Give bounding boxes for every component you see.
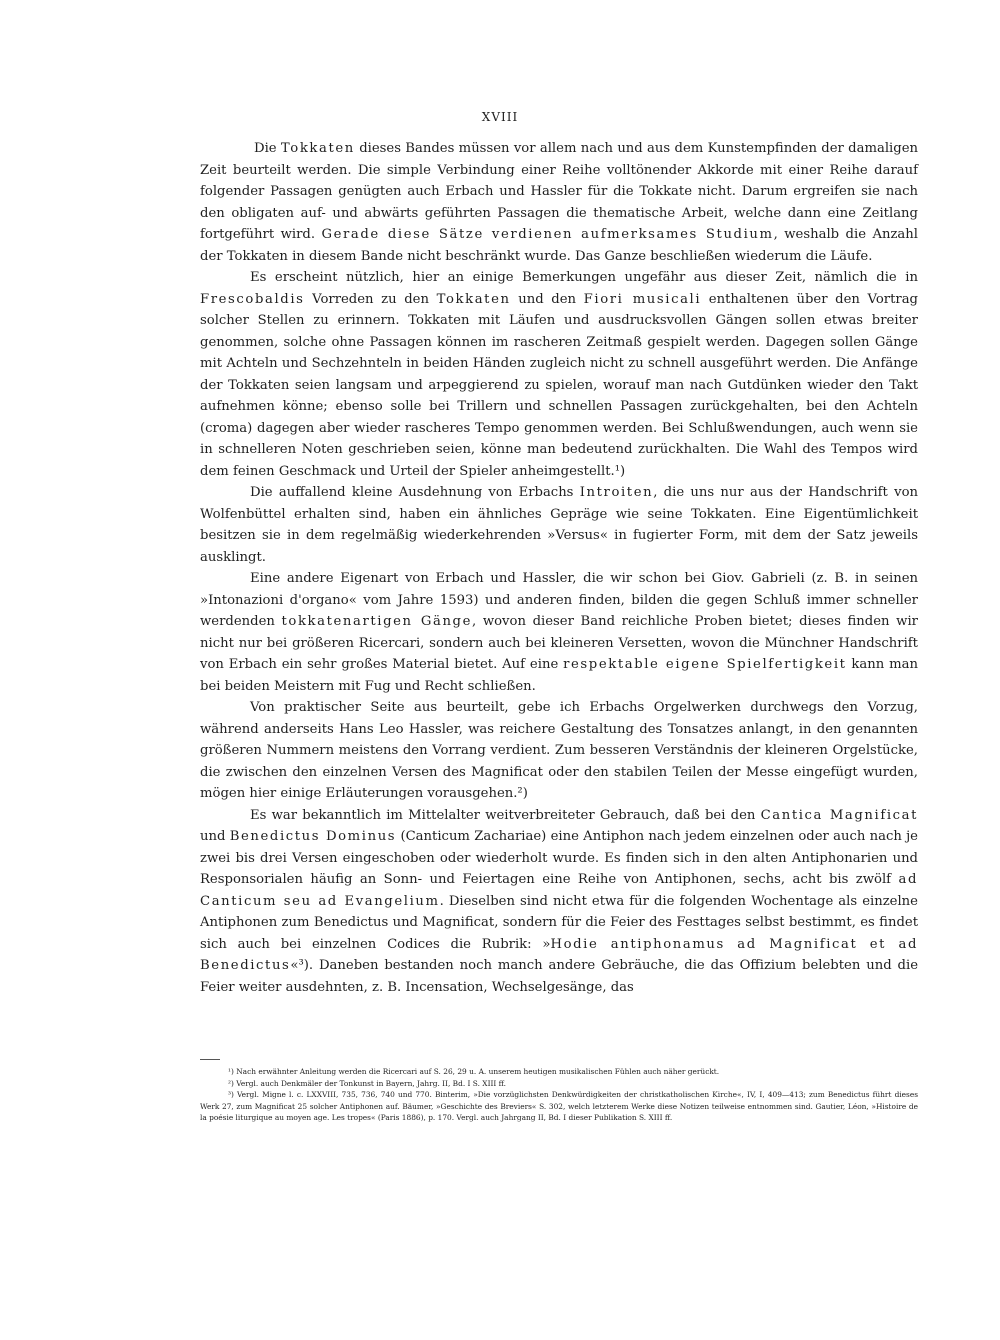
body-text <box>200 138 918 998</box>
paragraph-text: dieses Bandes müssen vor allem nach und aus dem Kunstempfinden der damaligen Zeit beurteilt werden. Die simple Verbindung einer Reihe volltönender Akkorde mit einer Reihe darauf folgender Passagen genügten auch Erbach und Hassler für die Tokkate nicht. Darum ergreifen sie nach den obligaten auf- und abwärts geführten Passagen die thematische Arbeit, welche dann eine Zeitlang fortgeführt wird. <box>200 141 918 242</box>
paragraph <box>200 805 918 999</box>
paragraph-text: und den <box>510 291 584 307</box>
paragraph <box>200 267 918 482</box>
paragraph-text: , weshalb die Anzahl der Tokkaten in diesem Bande nicht beschränkt wurde. Das Ganze beschließen wiederum die Läufe. <box>200 227 918 264</box>
paragraph-text: «³). Daneben bestanden noch manch andere Gebräuche, die das Offizium belebten und die Feier weiter ausdehnten, z. B. Incensation, Wechselgesänge, das <box>200 958 918 995</box>
paragraph <box>200 138 918 267</box>
paragraph-text: enthaltenen über den Vortrag solcher Stellen zu erinnern. Tokkaten mit Läufen und ausdrucksvollen Gängen sollen etwas breiter genommen, solche ohne Passagen können im rascheren Zeitmaß gespielt werden. Dagegen sollen Gänge mit Achteln und Sechzehnteln in beiden Händen zugleich nicht zu schnell ausgeführt werden. Die Anfänge der Tokkaten seien langsam und arpeggierend zu spielen, worauf man nach Gutdünken wieder den Takt aufnehmen könne; ebenso solle bei Trillern und schnellen Passagen zurückgehalten, bei den Achteln (croma) dagegen aber wieder rascheres Tempo genommen werden. Bei Schlußwendungen, auch wenn sie in schnelleren Noten geschrieben seien, könne man bedeutend zurückhalten. Die Wahl des Tempos wird dem feinen Geschmack und Urteil der Spieler anheimgestellt.¹) <box>200 291 918 479</box>
paragraph-text: . Dieselben sind nicht etwa für die folgenden Wochentage als einzelne Antiphonen zum Benedictus und Magnificat, sondern für die Feier des Festtages selbst bestimmt, es findet sich auch bei einzelnen Codices die Rubrik: » <box>200 893 918 952</box>
paragraph-text: Eine andere Eigenart von Erbach und Hassler, die wir schon bei Giov. Gabrieli (z. B. in seinen »Intonazioni d'organo« vom Jahre 1593) und anderen finden, bilden die gegen Schluß immer schneller werdenden <box>200 571 918 629</box>
paragraph-text: , wovon dieser Band reichliche Proben bietet; dieses finden wir nicht nur bei größeren Ricercari, sondern auch bei kleineren Versetten, wovon die Münchner Handschrift von Erbach ein sehr großes Material bietet. Auf eine <box>200 614 918 672</box>
spaced-emphasis-text: Cantica Magnificat <box>760 807 918 823</box>
footnote-rule <box>200 1059 220 1060</box>
footnote: ³) Vergl. Migne l. c. LXXVIII, 735, 736, 740 und 770. Binterim, »Die vorzüglichsten Denkwürdigkeiten der christkatholischen Kirche«, IV, I, 409—413; zum Benedictus führt dieses Werk 27, zum Magnificat 25 solcher Antiphonen auf. Bäumer, »Geschichte des Breviers« S. 302, welch letzterem Werke diese Notizen teilweise entnommen sind. Gautier, Léon, »Histoire de la poésie liturgique au moyen age. Les tropes« (Paris 1886), p. 170. Vergl. auch Jahrgang II, Bd. I dieser Publikation S. XIII ff. <box>200 1090 918 1123</box>
paragraph <box>200 697 918 805</box>
spaced-emphasis-text: ad Canticum seu ad Evangelium <box>200 872 918 909</box>
paragraph-text: , die uns nur aus der Handschrift von Wolfenbüttel erhalten sind, haben ein ähnliches Gepräge wie seine Tokkaten. Eine Eigentümlichkeit besitzen sie in dem regelmäßig wiederkehrenden »Versus« in fugierter Form, mit dem der Satz jeweils ausklingt. <box>200 485 919 565</box>
page-number: XVIII <box>481 110 519 124</box>
paragraph-text: Die <box>254 141 281 156</box>
spaced-emphasis-text: tokkatenartigen Gänge <box>281 614 472 629</box>
spaced-emphasis-text: Hodie antiphonamus ad Magnificat et ad Benedictus <box>200 936 918 973</box>
paragraph <box>200 568 918 697</box>
spaced-emphasis-text: Introiten <box>579 485 654 500</box>
spaced-emphasis-text: respektable eigene Spielfertigkeit <box>563 657 847 672</box>
paragraph-text: (Canticum Zachariae) eine Antiphon nach jedem einzelnen oder auch nach je zwei bis drei Versen eingeschoben oder wiederholt wurde. Es finden sich in den alten Antiphonarien und Responsorialen häufig an Sonn- und Feiertagen eine Reihe von Antiphonen, sechs, acht bis zwölf <box>200 829 918 887</box>
paragraph <box>200 482 918 568</box>
paragraph-text: Es war bekanntlich im Mittelalter weitverbreiteter Gebrauch, daß bei den <box>250 807 761 823</box>
spaced-emphasis-text: Tokkaten <box>280 141 355 156</box>
paragraph-text: Von praktischer Seite aus beurteilt, gebe ich Erbachs Orgelwerken durchwegs den Vorzug, während anderseits Hans Leo Hassler, was reichere Gestaltung des Tonsatzes anlangt, in den genannten größeren Nummern meistens den Vorrang verdient. Zum besseren Verständnis der kleineren Orgelstücke, die zwischen den einzelnen Versen des Magnificat oder den stabilen Teilen der Messe eingefügt wurden, mögen hier einige Erläuterungen vorausgehen.²) <box>200 700 918 801</box>
paragraph-text: Es erscheint nützlich, hier an einige Bemerkungen ungefähr aus dieser Zeit, nämlich die in <box>250 270 918 285</box>
paragraph-text: Vorreden zu den <box>304 291 437 307</box>
footnote: ¹) Nach erwähnter Anleitung werden die Ricercari auf S. 26, 29 u. A. unserem heutigen musikalischen Fühlen auch näher gerückt. <box>228 1067 720 1076</box>
footnote: ²) Vergl. auch Denkmäler der Tonkunst in Bayern, Jahrg. II, Bd. I S. XIII ff. <box>228 1078 507 1088</box>
spaced-emphasis-text: Gerade diese Sätze verdienen aufmerksames Studium <box>321 227 774 242</box>
spaced-emphasis-text: Fiori musicali <box>583 291 702 307</box>
footnotes <box>200 1066 918 1124</box>
paragraph-text: und <box>200 829 230 844</box>
spaced-emphasis-text: Benedictus Dominus <box>229 829 397 844</box>
paragraph-text: kann man bei beiden Meistern mit Fug und Recht schließen. <box>200 657 918 694</box>
paragraph-text: Die auffallend kleine Ausdehnung von Erbachs <box>250 485 580 500</box>
spaced-emphasis-text: Tokkaten <box>436 291 511 307</box>
spaced-emphasis-text: Frescobaldis <box>200 291 305 307</box>
